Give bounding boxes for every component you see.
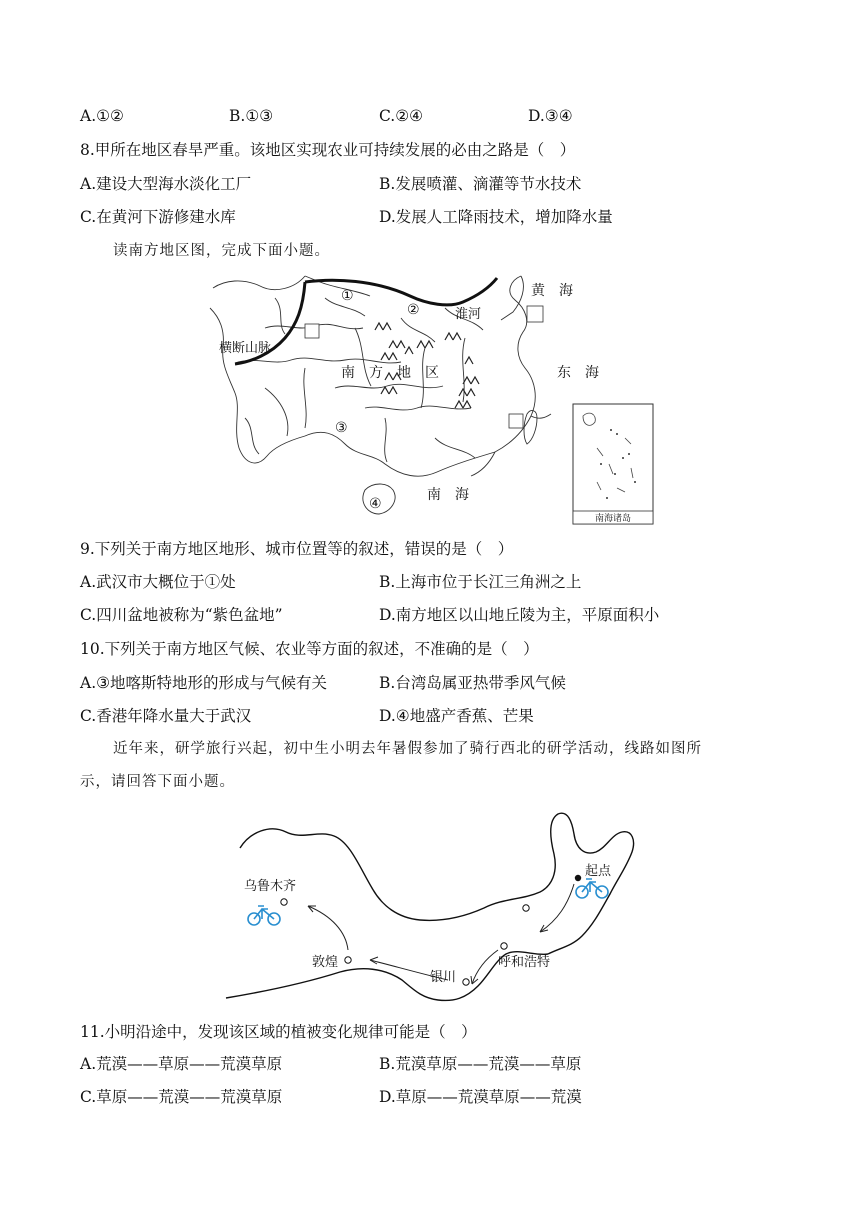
yellow-sea-label: 黄 海 — [531, 283, 573, 299]
south-intro: 读南方地区图，完成下面小题。 — [113, 243, 330, 259]
q8-option-a: A.建设大型海水淡化工厂 — [80, 175, 252, 193]
nw-intro-line1: 近年来，研学旅行兴起，初中生小明去年暑假参加了骑行西北的研学活动，线路如图所 — [113, 741, 702, 757]
q10-option-c: C.香港年降水量大于武汉 — [80, 707, 252, 725]
south-sea-label: 南 海 — [427, 487, 469, 503]
q10-option-b: B.台湾岛属亚热带季风气候 — [379, 674, 566, 692]
q9-stem: 9.下列关于南方地区地形、城市位置等的叙述，错误的是（ ） — [80, 540, 514, 558]
inset-label: 南海诸岛 — [594, 514, 632, 524]
hengduan-label: 横断山脉 — [219, 341, 272, 356]
marker-2: ② — [407, 302, 420, 318]
q11-option-d: D.草原——荒漠草原——荒漠 — [379, 1088, 582, 1106]
q10-stem: 10.下列关于南方地区气候、农业等方面的叙述，不准确的是（ ） — [80, 640, 539, 658]
q10-option-a: A.③地喀斯特地形的形成与气候有关 — [80, 674, 328, 692]
q11-stem: 11.小明沿途中，发现该区域的植被变化规律可能是（ ） — [80, 1023, 477, 1041]
bicycle-icon — [576, 879, 608, 898]
q9-option-a: A.武汉市大概位于①处 — [80, 573, 236, 591]
hohhot-label: 呼和浩特 — [498, 955, 551, 970]
urumqi-label: 乌鲁木齐 — [244, 879, 297, 894]
q10-option-d: D.④地盛产香蕉、芒果 — [379, 707, 534, 725]
region-label: 南 方 地 区 — [341, 365, 439, 381]
q7-option-b: B.①③ — [229, 107, 274, 125]
q11-option-a: A.荒漠——草原——荒漠草原 — [80, 1055, 283, 1073]
q8-option-c: C.在黄河下游修建水库 — [80, 208, 236, 226]
marker-1: ① — [341, 288, 354, 304]
q7-option-a: A.①② — [80, 107, 124, 125]
q8-stem: 8.甲所在地区春旱严重。该地区实现农业可持续发展的必由之路是（ ） — [80, 141, 576, 159]
route-map — [222, 808, 642, 1008]
yinchuan-label: 银川 — [430, 970, 457, 985]
q11-option-c: C.草原——荒漠——荒漠草原 — [80, 1088, 283, 1106]
q7-option-d: D.③④ — [528, 107, 573, 125]
dunhuang-label: 敦煌 — [312, 955, 339, 970]
q7-option-c: C.②④ — [379, 107, 424, 125]
q9-option-d: D.南方地区以山地丘陵为主，平原面积小 — [379, 606, 660, 624]
marker-3: ③ — [335, 420, 348, 436]
east-sea-label: 东 海 — [557, 365, 599, 381]
q11-option-b: B.荒漠草原——荒漠——草原 — [379, 1055, 582, 1073]
start-label: 起点 — [585, 864, 612, 879]
q9-option-b: B.上海市位于长江三角洲之上 — [379, 573, 582, 591]
huaihe-label: 淮河 — [455, 307, 482, 322]
q8-option-d: D.发展人工降雨技术，增加降水量 — [379, 208, 613, 226]
marker-4: ④ — [369, 496, 382, 512]
south-china-map — [205, 268, 655, 530]
q8-option-b: B.发展喷灌、滴灌等节水技术 — [379, 175, 582, 193]
bicycle-icon — [248, 906, 280, 925]
q9-option-c: C.四川盆地被称为“紫色盆地” — [80, 606, 283, 624]
nw-intro-line2: 示，请回答下面小题。 — [80, 774, 235, 790]
